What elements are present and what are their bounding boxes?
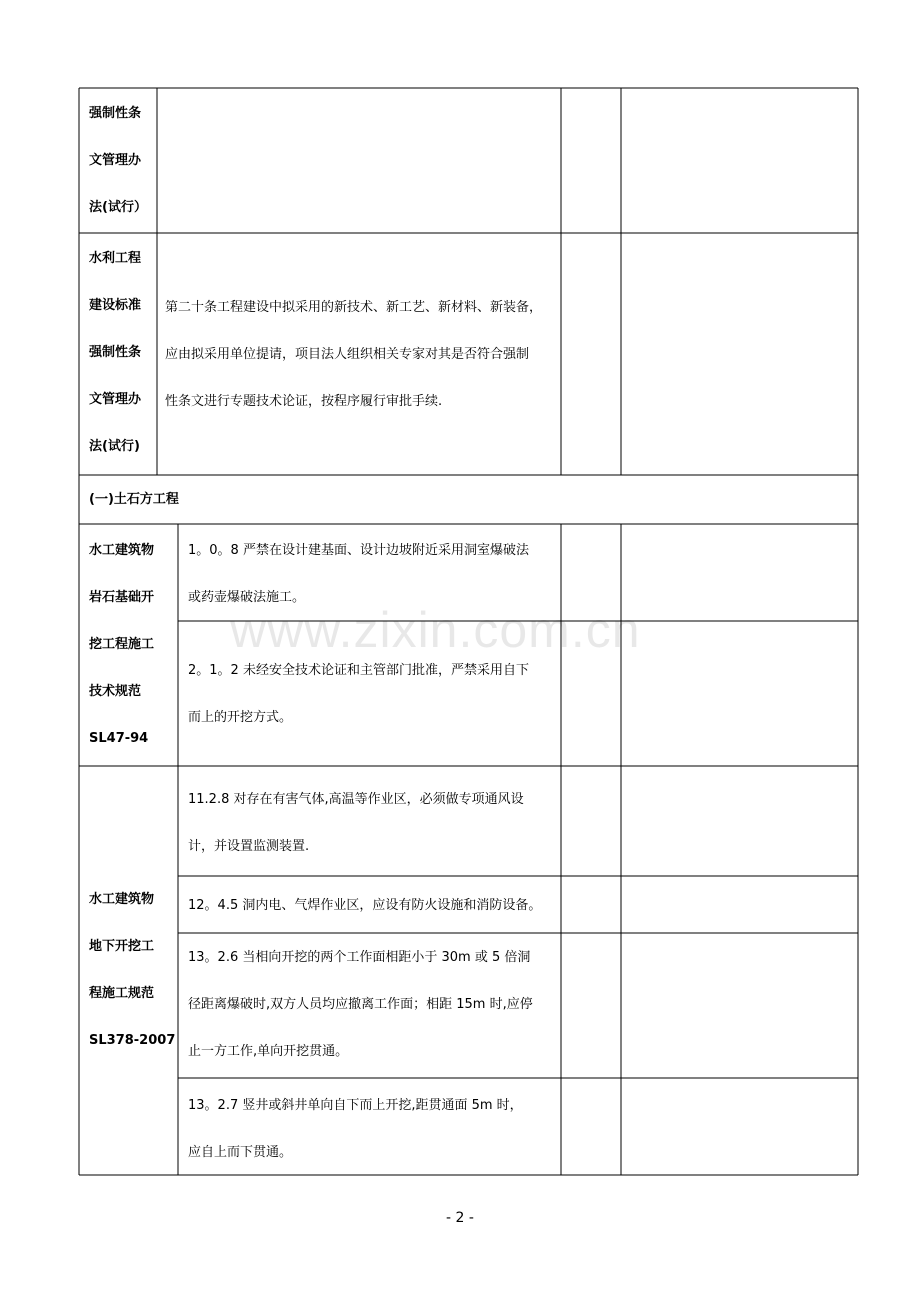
group1-standard-name: 水工建筑物 岩石基础开 挖工程施工 技术规范 SL47-94 [89, 543, 155, 746]
page-number: - 2 - [446, 1210, 474, 1226]
group2-clause-1: 11.2.8 对存在有害气体,高温等作业区，必须做专项通风设 计，并设置监测装置. [188, 792, 524, 854]
group2-clause-4: 13。2.7 竖井或斜井单向自下而上开挖,距贯通面 5m 时， 应自上而下贯通。 [188, 1098, 523, 1160]
section-header-earthwork: (一)土石方工程 [89, 492, 179, 507]
group1-clause-1: 1。0。8 严禁在设计建基面、设计边坡附近采用洞室爆破法 或药壶爆破法施工。 [188, 543, 529, 605]
row2-clause-content: 第二十条工程建设中拟采用的新技术、新工艺、新材料、新装备， 应由拟采用单位提请，项目法人组织相关专家对其是否符合强制 性条文进行专题技术论证，按程序履行审批手续. [165, 300, 543, 409]
watermark: www.zixin.com.cn [230, 602, 641, 658]
row2-standard-name: 水利工程 建设标准 强制性条 文管理办 法(试行) [89, 251, 142, 454]
group2-clause-2: 12。4.5 洞内电、气焊作业区，应设有防火设施和消防设备。 [188, 898, 542, 913]
group1-clause-2: 2。1。2 未经安全技术论证和主管部门批准，严禁采用自下 而上的开挖方式。 [188, 663, 529, 725]
group2-clause-3: 13。2.6 当相向开挖的两个工作面相距小于 30m 或 5 倍洞 径距离爆破时,双方人员均应撤离工作面；相距 15m 时,应停 止一方工作,单向开挖贯通。 [188, 950, 533, 1059]
group2-standard-name: 水工建筑物 地下开挖工 程施工规范 SL378-2007 [89, 892, 176, 1048]
row1-standard-name: 强制性条 文管理办 法(试行） [89, 106, 147, 215]
